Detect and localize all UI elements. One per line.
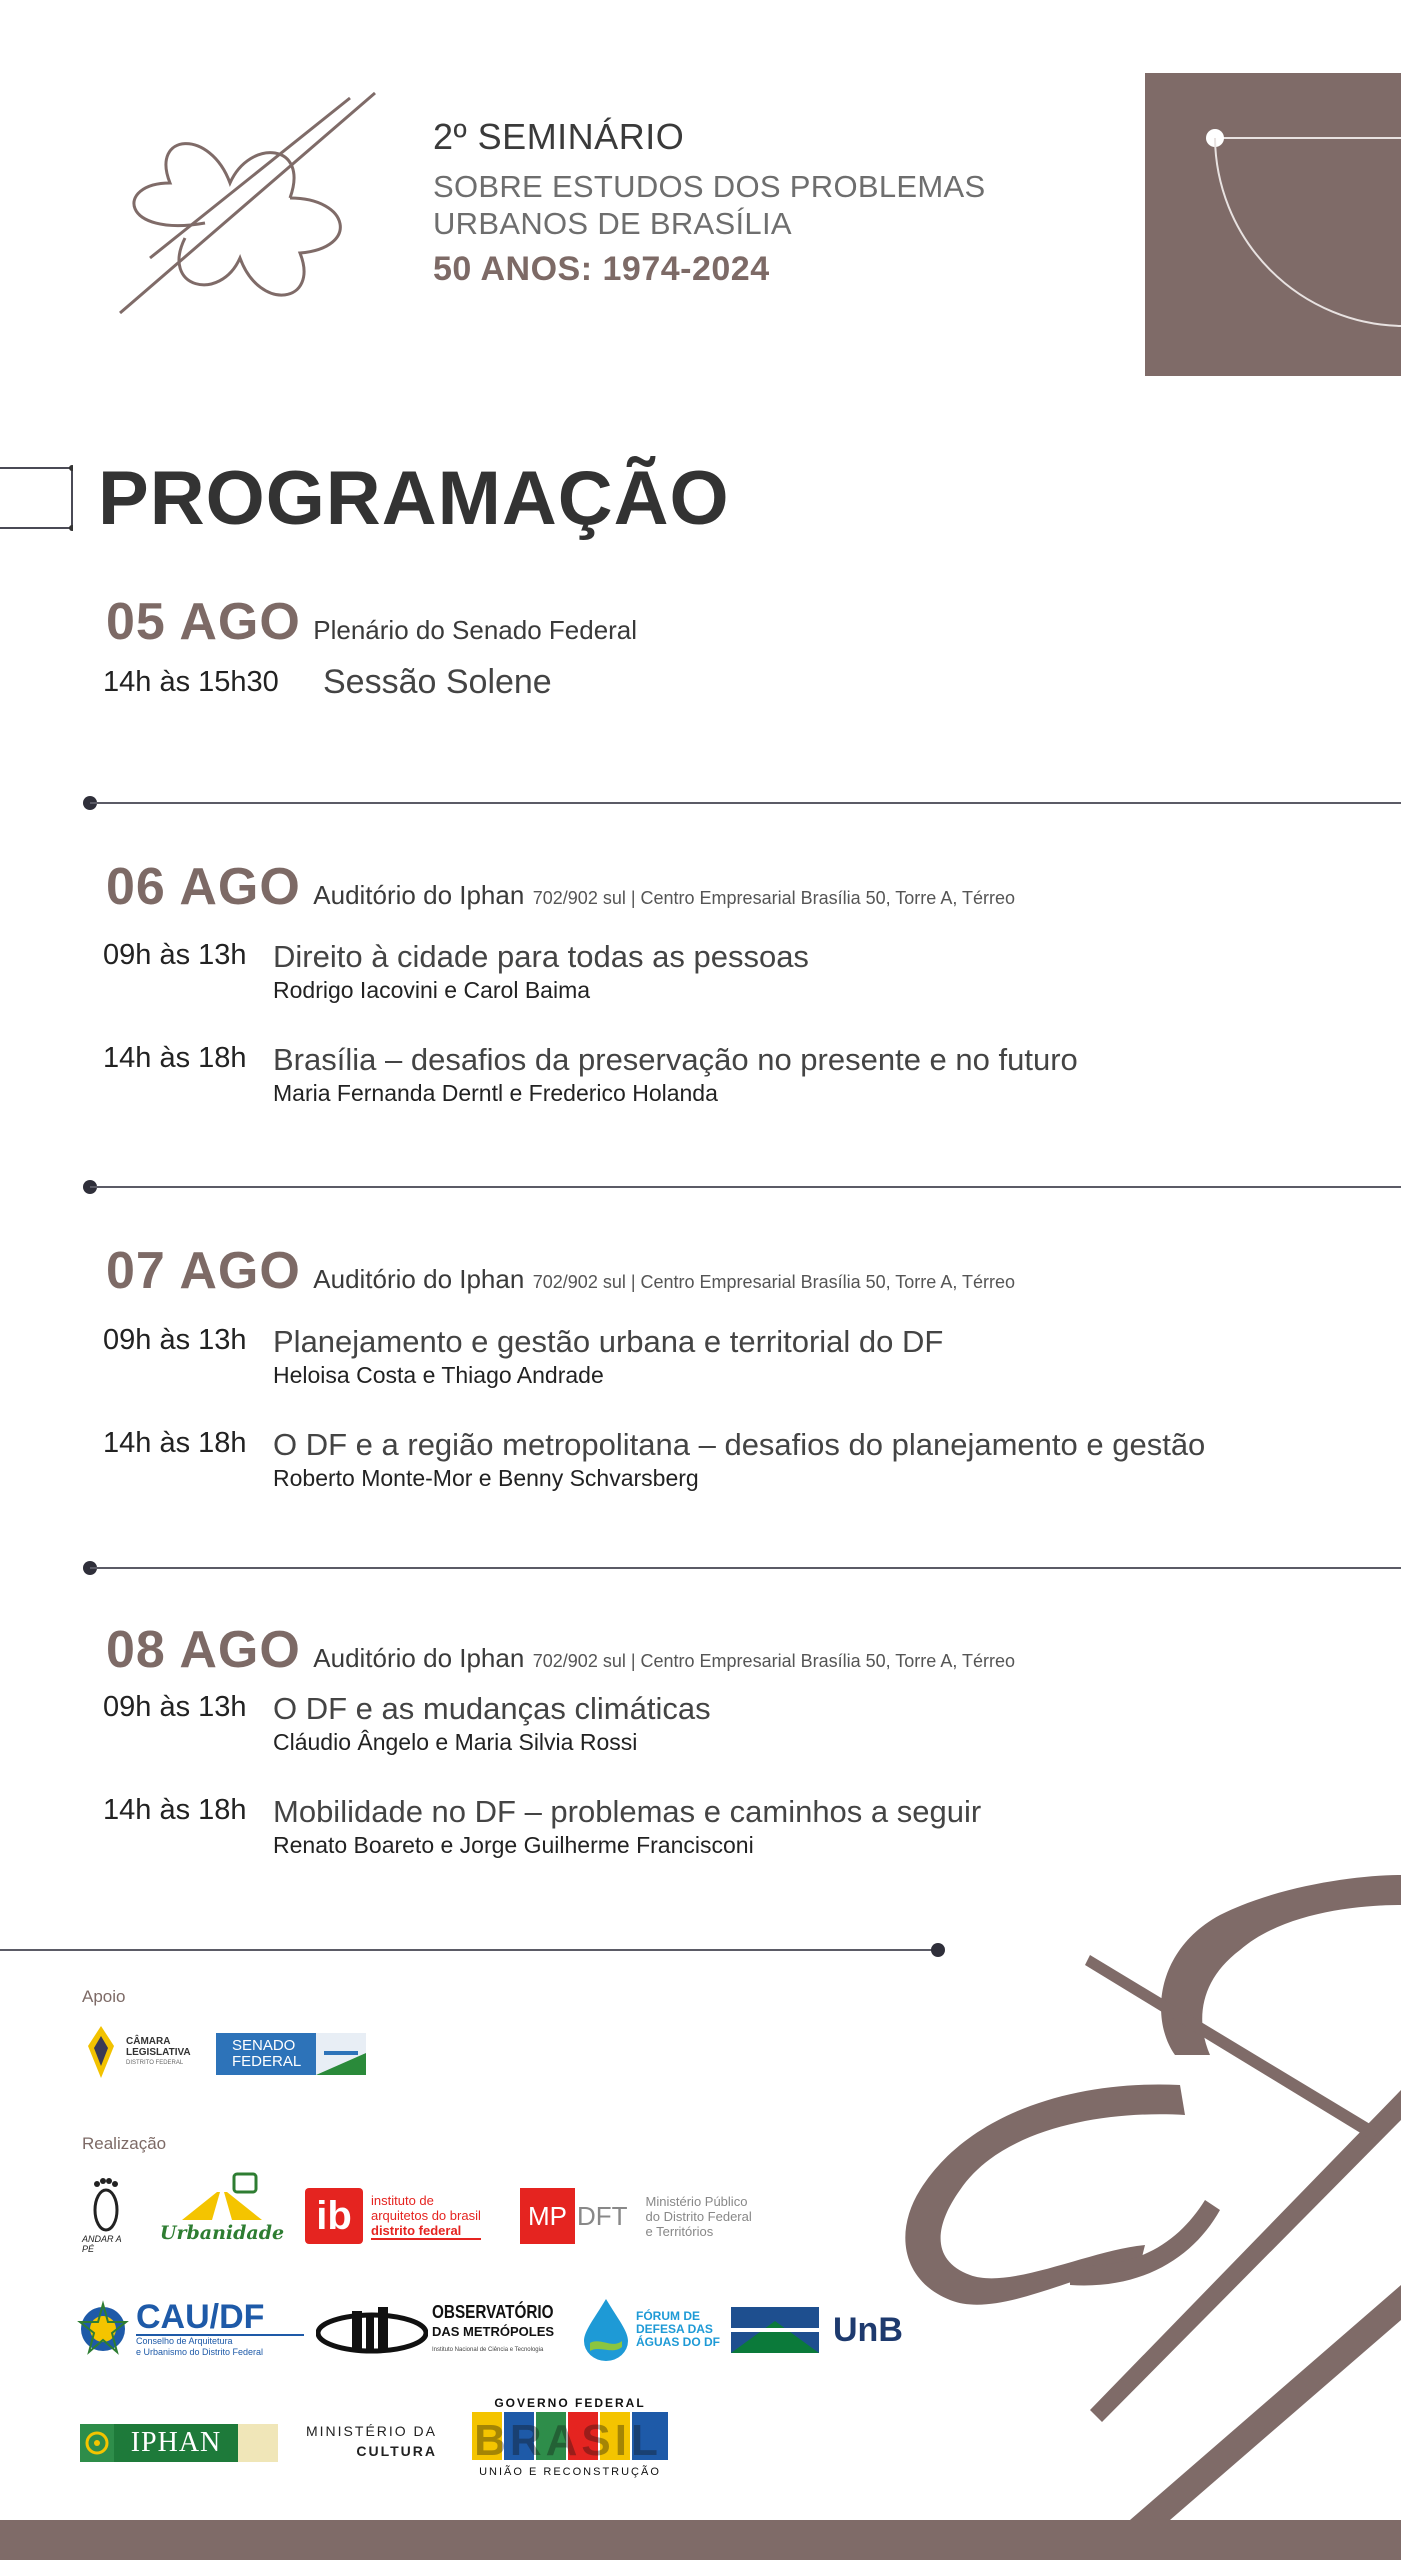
session-row: [103, 1042, 1078, 1107]
urbanidade-emblem-icon: [172, 2172, 272, 2222]
session-row: [103, 663, 552, 702]
session-speakers: Heloisa Costa e Thiago Andrade: [273, 1362, 604, 1388]
camara-legislativa-logo: [82, 2026, 191, 2078]
day-venue: Auditório do Iphan: [313, 1643, 525, 1673]
ministerio-l2: CULTURA: [356, 2443, 438, 2459]
ministerio-cultura-logo: [306, 2421, 437, 2461]
session-title: Direito à cidade para todas as pessoas: [273, 939, 809, 974]
camara-l2: LEGISLATIVA: [126, 2046, 191, 2058]
title-bracket-icon: [0, 465, 73, 532]
iphan-text: IPHAN: [130, 2427, 222, 2458]
ministerio-l1: MINISTÉRIO DA: [306, 2423, 438, 2439]
seminar-years: 50 ANOS: 1974-2024: [433, 250, 770, 288]
header-decor-box: [1145, 73, 1401, 376]
iab-df-logo: [305, 2188, 481, 2244]
seminar-logo: [110, 88, 380, 323]
session-time: 14h às 18h: [103, 1794, 247, 1826]
footer-separator-line: [0, 1949, 938, 1951]
water-drop-icon: [582, 2297, 630, 2361]
forum-l3: ÁGUAS DO DF: [636, 2334, 720, 2349]
session-speakers: Rodrigo Iacovini e Carol Baima: [273, 977, 591, 1003]
cau-df-logo: [72, 2298, 304, 2360]
brazil-coat-of-arms-icon: [72, 2298, 134, 2360]
session-time: 09h às 13h: [103, 1691, 247, 1723]
observatorio-skyline-icon: [316, 2303, 428, 2359]
camara-l1: CÂMARA: [126, 2035, 171, 2047]
session-time: 09h às 13h: [103, 939, 247, 971]
footer-bar: [0, 2520, 1401, 2560]
session-title: Planejamento e gestão urbana e territorial do DF: [273, 1324, 944, 1359]
mpdft-mark2: DFT: [577, 2200, 628, 2231]
session-title: Mobilidade no DF – problemas e caminhos a seguir: [273, 1794, 982, 1829]
session-time: 14h às 15h30: [103, 666, 279, 698]
session-row: [103, 1691, 711, 1756]
footprint-icon: [88, 2176, 124, 2234]
iab-l3: distrito federal: [371, 2223, 481, 2240]
seminar-subtitle-2: URBANOS DE BRASÍLIA: [433, 206, 792, 241]
session-speakers: Roberto Monte-Mor e Benny Schvarsberg: [273, 1465, 699, 1491]
page-title: PROGRAMAÇÃO: [98, 456, 730, 541]
day-address: 702/902 sul | Centro Empresarial Brasília 50, Torre A, Térreo: [532, 1272, 1016, 1292]
day-date: 08 AGO: [106, 1621, 301, 1679]
governo-federal-logo: [468, 2396, 672, 2490]
day-address: 702/902 sul | Centro Empresarial Brasília 50, Torre A, Térreo: [532, 888, 1016, 908]
day-header: [106, 592, 637, 652]
cau-l1: Conselho de Arquitetura: [136, 2336, 233, 2346]
governo-top: GOVERNO FEDERAL: [494, 2396, 646, 2410]
day-date: 05 AGO: [106, 593, 301, 651]
separator-line: [90, 1567, 1401, 1569]
unb-emblem-icon: [731, 2307, 819, 2353]
iphan-emblem-icon: [80, 2424, 114, 2462]
forum-aguas-logo: [582, 2297, 720, 2361]
iab-l2: arquitetos do brasil: [371, 2207, 481, 2223]
andar-a-pe-logo: [82, 2176, 130, 2254]
day-header: [106, 1620, 1015, 1680]
seminar-edition: 2º SEMINÁRIO: [433, 116, 685, 157]
apoio-label: Apoio: [82, 1987, 126, 2006]
day-venue: Auditório do Iphan: [313, 880, 525, 910]
session-speakers: Cláudio Ângelo e Maria Silvia Rossi: [273, 1729, 638, 1755]
seminar-subtitle-1: SOBRE ESTUDOS DOS PROBLEMAS: [433, 169, 986, 204]
day-header: [106, 1241, 1015, 1301]
observatorio-metropoles-logo: [316, 2303, 575, 2359]
iab-mark: ib: [305, 2188, 363, 2244]
realizacao-label: Realização: [82, 2134, 167, 2153]
day-address: 702/902 sul | Centro Empresarial Brasília 50, Torre A, Térreo: [532, 1651, 1016, 1671]
mpdft-l2: do Distrito Federal: [645, 2208, 752, 2224]
camara-l3: DISTRITO FEDERAL: [126, 2059, 184, 2066]
observatorio-l3: Instituto Nacional de Ciência e Tecnologia: [432, 2346, 544, 2353]
mpdft-l3: e Territórios: [645, 2223, 714, 2239]
unb-text: UnB: [833, 2310, 903, 2349]
senado-emblem-icon: [316, 2033, 366, 2075]
day-date: 06 AGO: [106, 858, 301, 916]
decorative-logo-shape: [880, 1840, 1401, 2520]
senado-l2: FEDERAL: [232, 2053, 302, 2070]
day-date: 07 AGO: [106, 1242, 301, 1300]
forum-l1: FÓRUM DE: [636, 2308, 700, 2323]
session-row: [103, 1794, 981, 1859]
mpdft-logo: [520, 2188, 752, 2244]
observatorio-l1: OBSERVATÓRIO: [432, 2301, 554, 2322]
cau-mark: CAU/DF: [136, 2300, 304, 2336]
seminar-title-block: [433, 116, 985, 289]
day-header: [106, 857, 1015, 917]
urbanidade-logo: [159, 2172, 285, 2256]
camara-emblem-icon: [82, 2026, 120, 2078]
session-row: [103, 939, 809, 1004]
senado-l1: SENADO: [232, 2037, 296, 2054]
mpdft-l1: Ministério Público: [645, 2193, 748, 2209]
session-time: 14h às 18h: [103, 1042, 247, 1074]
session-title: O DF e as mudanças climáticas: [273, 1691, 711, 1726]
separator-line: [90, 802, 1401, 804]
day-venue: Plenário do Senado Federal: [313, 615, 638, 645]
session-row: [103, 1427, 1205, 1492]
governo-brasil: BRASIL: [474, 2416, 662, 2465]
cau-l2: e Urbanismo do Distrito Federal: [136, 2347, 264, 2357]
session-time: 14h às 18h: [103, 1427, 247, 1459]
governo-bottom: UNIÃO E RECONSTRUÇÃO: [479, 2466, 661, 2478]
session-title: O DF e a região metropolitana – desafios do planejamento e gestão: [273, 1427, 1206, 1462]
urbanidade-text: Urbanidade: [159, 2222, 285, 2244]
session-time: 09h às 13h: [103, 1324, 247, 1356]
forum-l2: DEFESA DAS: [636, 2321, 713, 2336]
observatorio-l2: DAS METRÓPOLES: [432, 2323, 555, 2339]
iphan-logo: [80, 2424, 278, 2462]
unb-logo: [731, 2307, 903, 2353]
andar-a-pe-text: ANDAR A PÉ: [82, 2234, 122, 2254]
separator-line: [90, 1186, 1401, 1188]
day-venue: Auditório do Iphan: [313, 1264, 525, 1294]
session-row: [103, 1324, 943, 1389]
mpdft-mark: MP: [520, 2188, 575, 2244]
session-title: Brasília – desafios da preservação no presente e no futuro: [273, 1042, 1078, 1077]
session-speakers: Renato Boareto e Jorge Guilherme Francisconi: [273, 1832, 754, 1858]
senado-federal-logo: [216, 2033, 366, 2075]
iab-l1: instituto de: [371, 2192, 434, 2208]
session-title: Sessão Solene: [323, 663, 552, 701]
session-speakers: Maria Fernanda Derntl e Frederico Holanda: [273, 1080, 718, 1106]
